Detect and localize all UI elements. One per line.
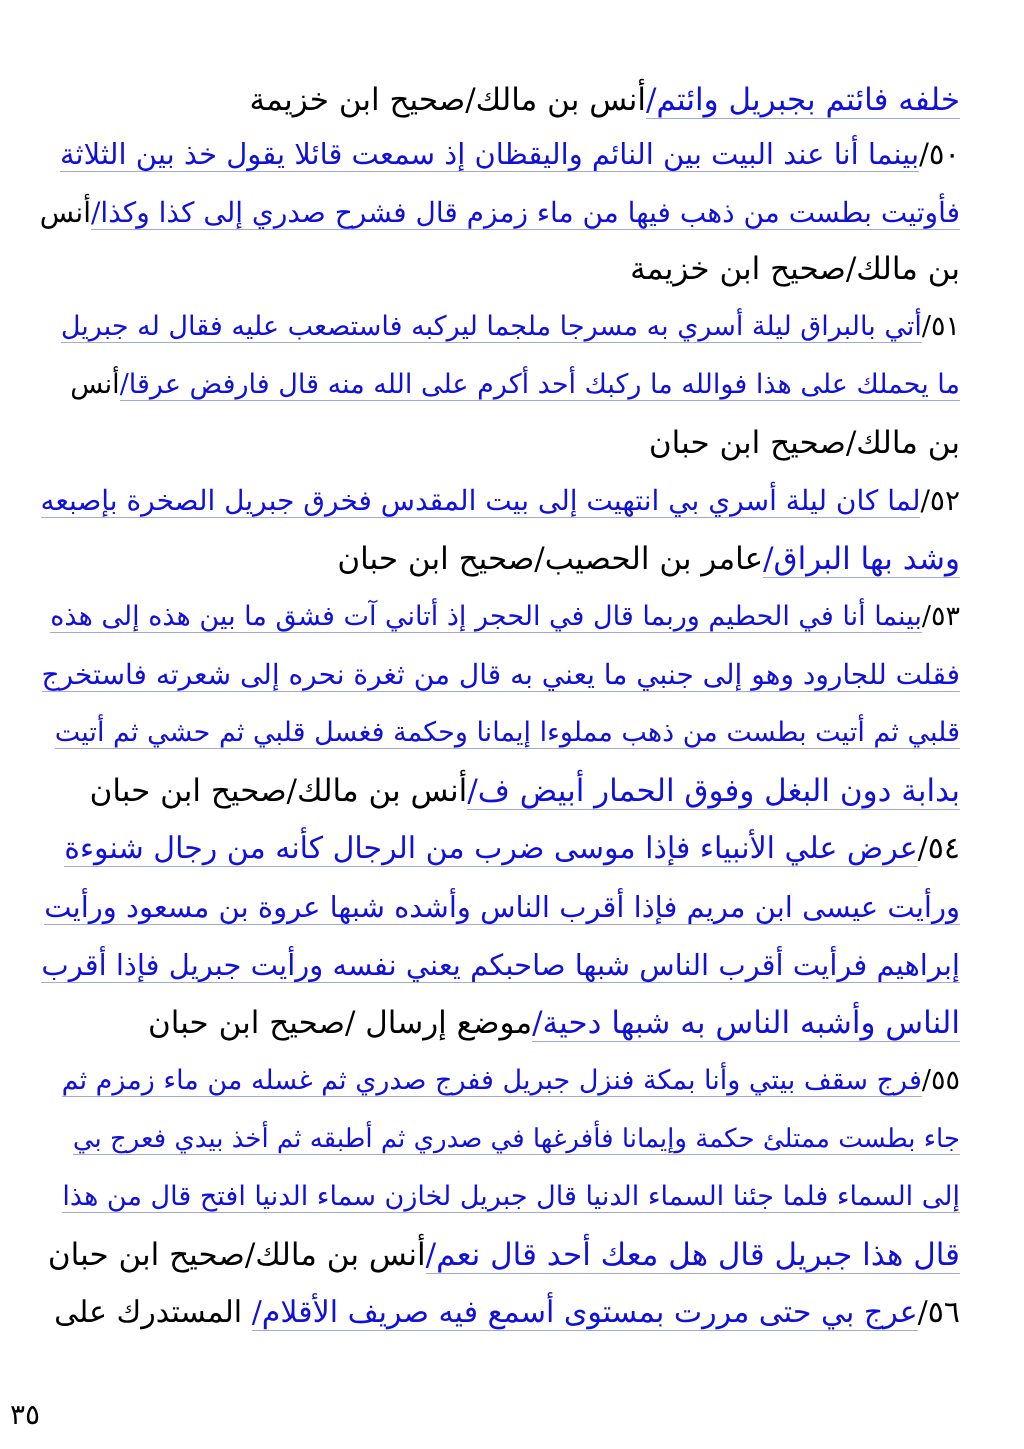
text-line-8 <box>41 474 960 528</box>
text-line-11 <box>42 648 960 702</box>
hadith-number: ٥٤/ <box>917 831 960 866</box>
hadith-number: ٥٦/ <box>917 1295 960 1330</box>
hadith-text-link[interactable]: فأوتيت بطست من ذهب فيها من ماء زمزم قال فشرح صدري إلى كذا وكذا/ <box>90 196 960 229</box>
page-number: ٣٥ <box>10 1398 41 1431</box>
text-line-15 <box>44 880 960 934</box>
hadith-text-link[interactable]: فقلت للجارود وهو إلى جنبي ما يعني به قال من ثغرة نحره إلى شعرته فاستخرج <box>41 658 960 691</box>
hadith-text-link[interactable]: بينما أنا في الحطيم وربما قال في الحجر إذ أتاني آت فشق ما بين هذه إلى هذه <box>50 601 922 632</box>
narrator-source: أنس بن مالك/صحيح ابن حبان <box>47 1237 426 1273</box>
hadith-number: ٥٠/ <box>919 137 960 171</box>
narrator-source: أنس بن مالك/صحيح ابن خزيمة <box>249 82 646 118</box>
hadith-text-link[interactable]: لما كان ليلة أسري بي انتهيت إلى بيت المقدس فخرق جبريل الصخرة بإصبعه <box>40 484 921 517</box>
hadith-text-link[interactable]: بدابة دون البغل وفوق الحمار أبيض ف/ <box>467 773 960 809</box>
narrator-source: عامر بن الحصيب/صحيح ابن حبان <box>337 541 764 577</box>
hadith-text-link[interactable]: ورأيت عيسى ابن مريم فإذا أقرب الناس وأشده شبها عروة بن مسعود ورأيت <box>44 890 960 924</box>
text-line-10 <box>50 590 960 644</box>
text-line-4 <box>630 242 960 296</box>
hadith-text-link[interactable]: بينما أنا عند البيت بين النائم واليقظان إذ سمعت قائلا يقول خذ بين الثلاثة <box>59 137 920 171</box>
hadith-text-link[interactable]: قلبي ثم أتيت بطست من ذهب مملوءا إيمانا وحكمة فغسل قلبي ثم حشي ثم أتيت <box>54 717 960 748</box>
text-line-14 <box>64 822 960 876</box>
text-line-3 <box>40 186 960 240</box>
text-line-21 <box>48 1228 960 1282</box>
text-line-20 <box>62 1170 960 1224</box>
narrator-source: بن مالك/صحيح ابن خزيمة <box>630 251 960 287</box>
text-line-6 <box>70 358 960 412</box>
hadith-text-link[interactable]: إلى السماء فلما جئنا السماء الدنيا قال جبريل لخازن سماء الدنيا افتح قال من هذا <box>62 1181 960 1212</box>
text-line-1 <box>250 73 960 127</box>
hadith-text-link[interactable]: عرج بي حتى مررت بمستوى أسمع فيه صريف الأقلام/ <box>251 1295 918 1330</box>
text-line-13 <box>90 764 960 818</box>
narrator-source: بن مالك/صحيح ابن حبان <box>648 425 960 461</box>
text-line-16 <box>41 938 960 992</box>
hadith-text-link[interactable]: عرض علي الأنبياء فإذا موسى ضرب من الرجال كأنه من رجال شنوءة <box>64 831 918 866</box>
hadith-number: ٥٢/ <box>920 484 960 517</box>
hadith-text-link[interactable]: جاء بطست ممتلئ حكمة وإيمانا فأفرغها في صدري ثم أطبقه ثم أخذ بيدي فعرج بي <box>72 1124 960 1154</box>
text-line-2 <box>60 127 960 181</box>
narrator-source: أنس <box>39 196 91 229</box>
hadith-number: ٥٣/ <box>921 601 960 632</box>
text-line-9 <box>337 532 960 586</box>
hadith-text-link[interactable]: الناس وأشبه الناس به شبها دحية/ <box>532 1005 960 1041</box>
hadith-text-link[interactable]: إبراهيم فرأيت أقرب الناس شبها صاحبكم يعني نفسه ورأيت جبريل فإذا أقرب <box>41 948 960 982</box>
narrator-source: أنس بن مالك/صحيح ابن حبان <box>89 773 468 809</box>
text-line-17 <box>148 996 960 1050</box>
hadith-text-link[interactable]: وشد بها البراق/ <box>763 541 960 577</box>
narrator-source: أنس <box>70 369 120 400</box>
narrator-source: المستدرك على <box>54 1295 252 1330</box>
hadith-number: ٥٥/ <box>921 1065 960 1096</box>
text-line-7 <box>649 416 960 470</box>
hadith-text-link[interactable]: ما يحملك على هذا فوالله ما ركبك أحد أكرم على الله منه قال فارفض عرقا/ <box>119 369 960 400</box>
text-line-18 <box>62 1054 960 1108</box>
text-line-22 <box>54 1286 960 1340</box>
narrator-source: موضع إرسال /صحيح ابن حبان <box>147 1005 533 1041</box>
text-line-5 <box>61 300 960 354</box>
hadith-number: ٥١/ <box>921 311 960 342</box>
hadith-text-link[interactable]: فرج سقف بيتي وأنا بمكة فنزل جبريل ففرج صدري ثم غسله من ماء زمزم ثم <box>61 1065 922 1096</box>
hadith-text-link[interactable]: قال هذا جبريل قال هل معك أحد قال نعم/ <box>425 1237 960 1273</box>
hadith-text-link[interactable]: أتي بالبراق ليلة أسري به مسرجا ملجما ليركبه فاستصعب عليه فقال له جبريل <box>60 311 922 342</box>
text-line-19 <box>73 1112 960 1166</box>
hadith-text-link[interactable]: خلفه فائتم بجبريل وائتم/ <box>645 82 960 118</box>
text-line-12 <box>55 706 960 760</box>
